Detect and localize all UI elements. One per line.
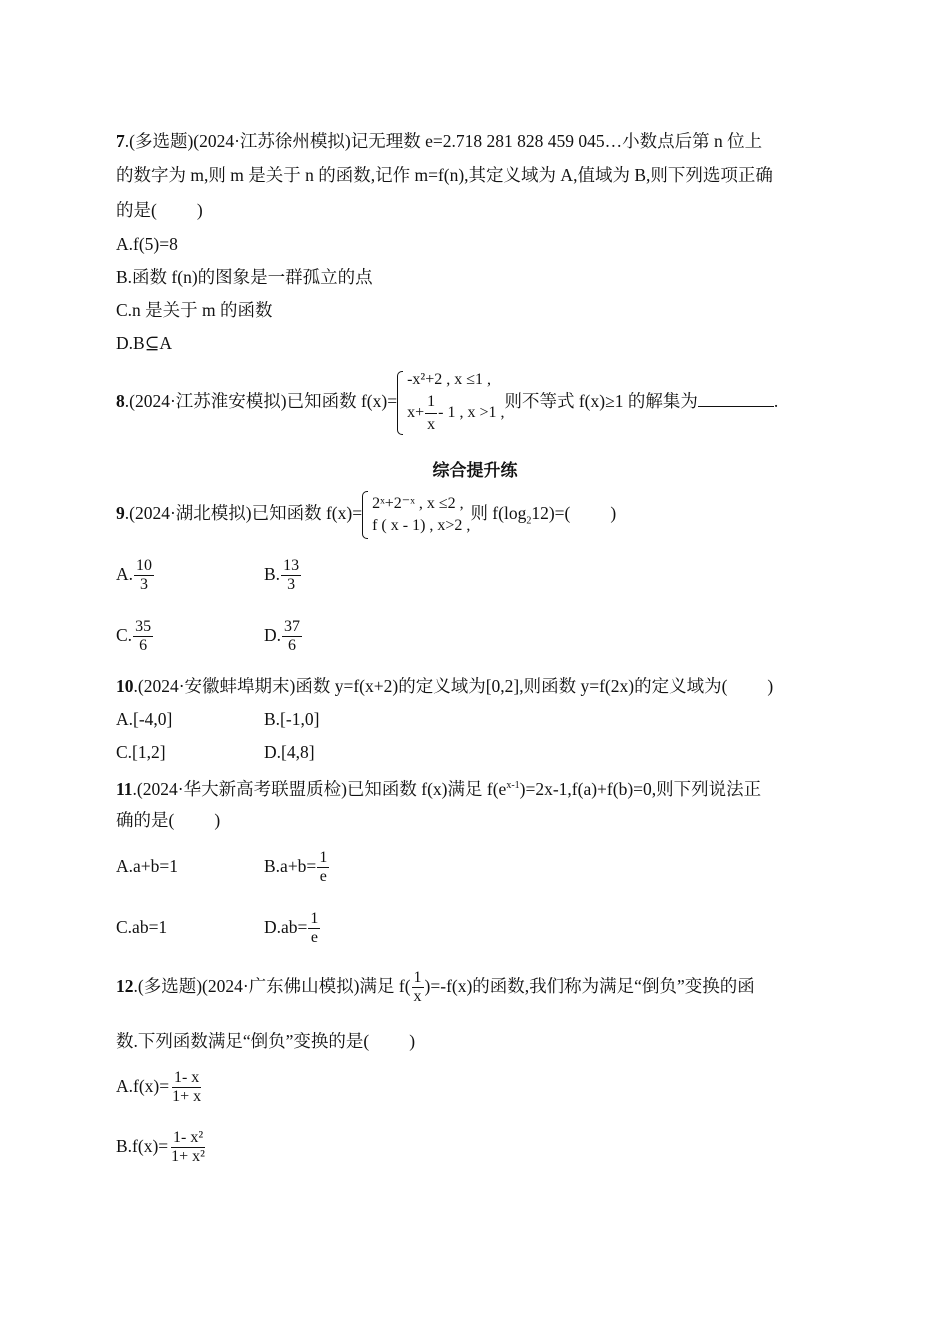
q11-text-1b: )=2x-1,f(a)+f(b)=0,则下列说法正	[519, 778, 762, 799]
q9-line	[116, 486, 616, 549]
q10-option-c: C.[1,2]	[116, 742, 166, 762]
q9-log-base: 2	[526, 515, 532, 527]
section-title: 综合提升练	[432, 461, 518, 481]
q8-frac-num: 1	[425, 391, 437, 414]
q12-option-b-fraction	[169, 1129, 207, 1166]
q7-option-a: A.f(5)=8	[116, 234, 178, 254]
q11-option-d	[264, 907, 321, 947]
q11-number: 11	[116, 778, 133, 799]
q12-text-1a: .(多选题)(2024·广东佛山模拟)满足 f(	[133, 976, 411, 996]
q12-frac-den: x	[413, 988, 422, 1006]
q9-option-b	[264, 554, 302, 594]
q9-case1: 2ˣ+2⁻ˣ , x ≤2 ,	[372, 494, 464, 512]
q8-fraction	[425, 391, 437, 436]
q9-option-d-num: 37	[284, 618, 301, 636]
q12-fraction	[412, 969, 424, 1006]
q11-line1	[116, 774, 761, 801]
q9-option-a-num: 10	[136, 557, 153, 575]
q7-line1	[116, 129, 762, 153]
q7-text-1: .(多选题)(2024·江苏徐州模拟)记无理数 e=2.718 281 828 459 045…小数点后第 n 位上	[124, 131, 763, 151]
q8-frac-den: x	[427, 416, 436, 434]
q9-option-a-den: 3	[140, 576, 149, 594]
q11-text-1a: .(2024·华大新高考联盟质检)已知函数 f(x)满足 f(e	[132, 778, 507, 799]
q10-line	[116, 674, 773, 698]
q10-option-a: A.[-4,0]	[116, 709, 173, 729]
q9-option-d-fraction	[282, 618, 302, 655]
q9-prefix: .(2024·湖北模拟)已知函数 f(x)=	[124, 503, 363, 523]
q9-option-d-label: D.	[264, 625, 282, 645]
q9-option-c-den: 6	[139, 637, 148, 655]
q11-option-d-den: e	[310, 929, 318, 947]
q10-number: 10	[116, 676, 134, 696]
q10-text: .(2024·安徽蚌埠期末)函数 y=f(x+2)的定义域为[0,2],则函数 y=f(2x)的定义域为(	[133, 676, 728, 696]
q7-line3	[116, 198, 203, 222]
q8-suffix: 则不等式 f(x)≥1 的解集为	[504, 391, 698, 411]
q9-piecewise	[362, 491, 470, 539]
q11-paren-close: )	[214, 810, 221, 830]
q12-stem-end: 数.下列函数满足“倒负”变换的是(	[116, 1031, 370, 1051]
q11-option-b-num: 1	[319, 849, 328, 867]
q9-option-a-fraction	[134, 557, 154, 594]
q9-option-c-num: 35	[135, 618, 152, 636]
q8-piecewise	[397, 369, 504, 436]
q9-option-c-fraction	[133, 618, 153, 655]
q12-option-b	[116, 1124, 208, 1168]
q11-option-d-label: D.ab=	[264, 917, 308, 937]
q9-option-b-fraction	[281, 557, 301, 594]
q11-exponent: x-1	[506, 780, 520, 791]
q12-paren-close: )	[409, 1031, 416, 1051]
q7-option-d: D.B⊆A	[116, 333, 172, 353]
q8-brace	[397, 371, 403, 435]
q12-option-b-den: 1+ x²	[171, 1148, 205, 1166]
q8-prefix: .(2024·江苏淮安模拟)已知函数 f(x)=	[124, 391, 398, 411]
q12-line2	[116, 1029, 415, 1053]
q8-case2	[407, 391, 504, 436]
q8-end: .	[773, 391, 779, 411]
q11-option-b-fraction	[317, 849, 329, 886]
q9-option-c-label: C.	[116, 625, 133, 645]
q9-option-b-label: B.	[264, 564, 281, 584]
q9-option-d-den: 6	[288, 637, 297, 655]
q9-brace	[362, 491, 368, 539]
q12-line1	[116, 966, 755, 1006]
q8-line	[116, 364, 778, 438]
q7-number: 7	[116, 131, 125, 151]
q9-option-a	[116, 554, 155, 594]
q9-option-a-label: A.	[116, 564, 134, 584]
q12-number: 12	[116, 976, 134, 996]
q11-option-b-den: e	[319, 868, 327, 886]
q9-option-b-den: 3	[287, 576, 296, 594]
q11-option-b-label: B.a+b=	[264, 856, 317, 876]
q10-paren-close: )	[767, 676, 774, 696]
q12-option-a-num: 1- x	[173, 1069, 200, 1087]
q9-suffix-a: 则 f(log	[470, 503, 527, 523]
q9-number: 9	[116, 503, 125, 523]
q7-stem-end: 的是(	[116, 200, 157, 220]
q9-option-d	[264, 615, 303, 655]
q8-answer-blank	[698, 392, 774, 407]
q12-frac-num: 1	[413, 969, 422, 987]
q8-case2-post: - 1 , x >1 ,	[438, 404, 505, 422]
q9-paren-close: )	[610, 503, 617, 523]
q12-text-1b: )=-f(x)的函数,我们称为满足“倒负”变换的函	[424, 976, 755, 996]
q10-option-d: D.[4,8]	[264, 742, 315, 762]
q12-option-a-label: A.f(x)=	[116, 1076, 170, 1096]
q10-option-b: B.[-1,0]	[264, 709, 320, 729]
q11-option-a: A.a+b=1	[116, 856, 179, 876]
q9-option-c	[116, 615, 154, 655]
q11-option-d-fraction	[308, 910, 320, 947]
q12-option-b-label: B.f(x)=	[116, 1136, 169, 1156]
q7-line2: 的数字为 m,则 m 是关于 n 的函数,记作 m=f(n),其定义域为 A,值域为 B,则下列选项正确	[116, 165, 773, 185]
q12-option-a-fraction	[170, 1069, 203, 1106]
q12-option-b-num: 1- x²	[173, 1129, 204, 1147]
q11-option-b	[264, 846, 330, 886]
q7-option-c: C.n 是关于 m 的函数	[116, 300, 273, 320]
q11-option-d-num: 1	[310, 910, 319, 928]
q12-option-a	[116, 1064, 204, 1108]
q11-stem-end: 确的是(	[116, 810, 175, 830]
q7-option-b: B.函数 f(n)的图象是一群孤立的点	[116, 267, 373, 287]
q12-option-a-den: 1+ x	[172, 1088, 202, 1106]
q11-option-c: C.ab=1	[116, 917, 168, 937]
q8-case2-pre: x+	[407, 404, 425, 422]
q7-paren-close: )	[196, 200, 203, 220]
q8-case1: -x²+2 , x ≤1 ,	[407, 371, 492, 389]
q9-option-b-num: 13	[283, 557, 300, 575]
q11-line2	[116, 808, 220, 832]
q9-suffix-b: 12)=(	[531, 503, 571, 523]
q8-number: 8	[116, 391, 125, 411]
q9-case2: f ( x - 1) , x>2 ,	[372, 516, 471, 534]
